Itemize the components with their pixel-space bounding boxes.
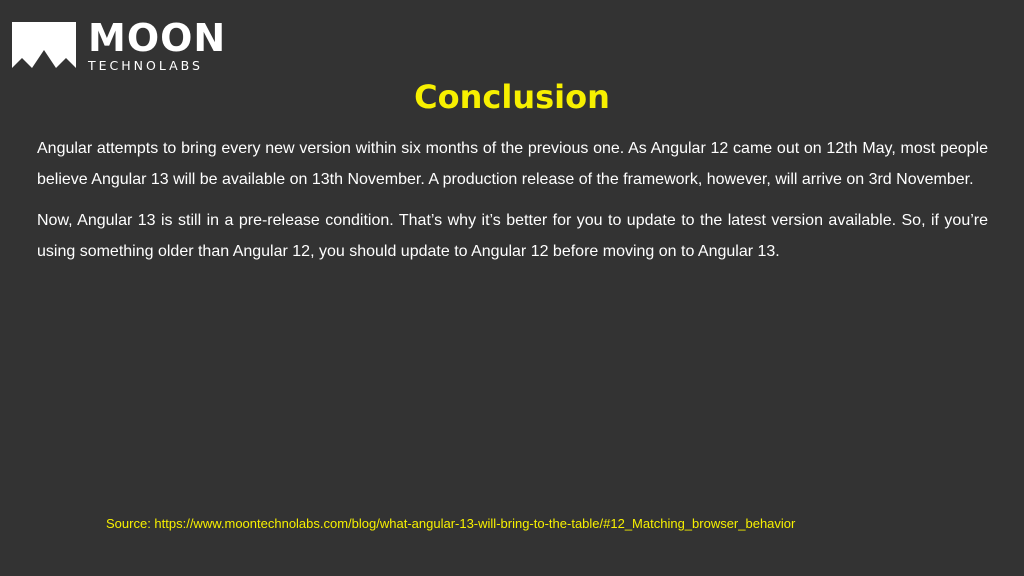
mountain-peaks-icon [12,20,76,70]
brand-tagline: TECHNOLABS [88,58,203,73]
slide-body [37,133,988,277]
body-paragraph: Now, Angular 13 is still in a pre-release condition. That’s why it’s better for you to update to the latest version available. So, if you’re using something older than Angular 12, you should update to Angular 12 before moving on to Angular 13. [37,212,988,260]
brand-logo [12,16,227,73]
slide-title: Conclusion [414,78,610,116]
source-citation: Source: https://www.moontechnolabs.com/blog/what-angular-13-will-bring-to-the-table/#12_Matching_browser_behavior [106,516,796,531]
brand-name: MOON [88,16,227,60]
body-paragraph: Angular attempts to bring every new version within six months of the previous one. As Angular 12 came out on 12th May, most people believe Angular 13 will be available on 13th November. A production release of the framework, however, will arrive on 3rd November. [37,140,988,188]
